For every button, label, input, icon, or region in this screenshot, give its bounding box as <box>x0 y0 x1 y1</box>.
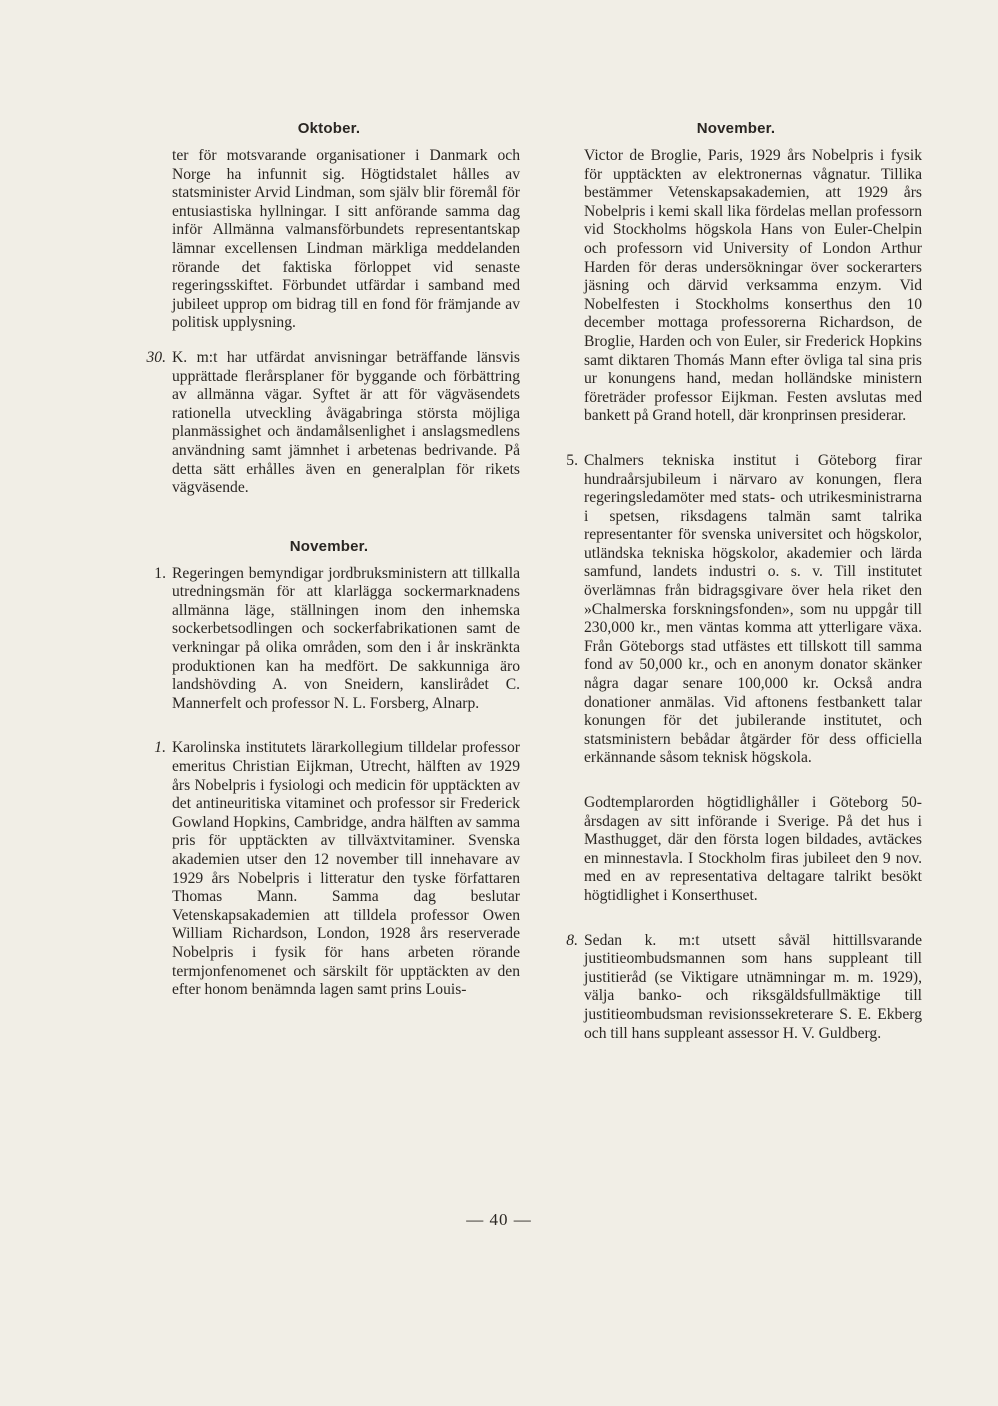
entry-date: 30. <box>146 348 166 366</box>
entry-godtemplar <box>550 794 922 906</box>
entry-1-sugar-inquiry <box>138 565 520 714</box>
entry-date: 8. <box>566 931 578 949</box>
left-column <box>138 120 520 1000</box>
entry-text: Karolinska institutets lärarkollegium tilldelar professor emeritus Christian Eijkman, Utrecht, hälften av 1929 års Nobelpris i fysiologi och medicin för upptäckten av det antineuritiska vitaminet och professor sir Frederick Gowland Hopkins, Cambridge, andra hälften av samma pris för upptäckten av tillväxtvitaminer. Svenska akademien utser den 12 november till innehavare av 1929 års Nobelpris i litteratur den tyske författaren Thomas Mann. Samma dag beslutar Vetenskapsakademien att tilldela professor Owen William Richardson, London, 1928 års reserverade Nobelpris i fysik för hans arbeten rörande termjonfenomenet och särskilt för upptäckten av den efter honom benämnda lagen samt prins Louis- <box>172 739 520 999</box>
entry-continued-nobel <box>550 147 922 426</box>
entry-8-ombudsman <box>550 932 922 1044</box>
entry-text: Sedan k. m:t utsett såväl hittillsvarande justitieombudsmannen som hans suppleant till justitieråd (se Viktigare utnämningar m. m. 1929), välja banko- och riksgäldsfullmäktige till justitieombudsman revisionssekreterare S. E. Ekberg och till hans suppleant assessor H. V. Guldberg. <box>584 931 922 1042</box>
entry-text: Chalmers tekniska institut i Göteborg firar hundraårsjubileum i närvaro av konungen, flera regeringsledamöter med stats- och utrikesministrarna i spetsen, riksdagens talmän samt talrika representanter för svenska universitet och högskolor, utländska tekniska högskolor, akademier och lärda samfund, landets industri o. s. v. Till institutet överlämnas från bidragsgivare över hela riket den »Chalmerska forskningsfonden», som nu uppgår till 230,000 kr., men väntas komma att ytterligare växa. Från Göteborgs stad utfästes ett tillskott till samma fond av 50,000 kr., och en anonym donator skänker några dagar senare 100,000 kr. Också andra donationer anmälas. Vid aftonens festbankett talar konungen för det jubilerande institutet, och statsministern bebådar åtgärder för dess officiella erkännande såsom teknisk högskola. <box>584 451 922 767</box>
entry-5-chalmers <box>550 452 922 768</box>
entry-continued-jubilee <box>138 147 520 333</box>
entry-text: Godtemplarorden högtidlighåller i Göteborg 50-årsdagen av sitt införande i Sverige. På det hus i Masthugget, där den första logen bildades, avtäckes en minnestavla. I Stockholm firas jubileet den 9 nov. med en av representativa deltagare talrikt besökt högtidlighet i Konserthuset. <box>584 794 922 904</box>
entry-text: K. m:t har utfärdat anvisningar beträffande länsvis upprättade flerårsplaner för byggande och förbättring av allmänna vägar. Syftet är att för vägväsendets rationella utveckling åvägabringa största möjliga planmässighet och ändamålsenlighet i anslagsmedlens användning samt jämnhet i arbetenas bedrivande. På detta sätt erhålles även en generalplan för rikets vägväsende. <box>172 348 520 497</box>
month-heading-november: November. <box>289 537 369 555</box>
entry-text: Victor de Broglie, Paris, 1929 års Nobelpris i fysik för upptäckten av elektronernas vågnatur. Tillika bestämmer Vetenskapsakademien, att 1929 års Nobelpris i kemi skall lika fördelas mellan professorn vid Stockholms högskola Hans von Euler-Chelpin och professorn vid University of London Arthur Harden för deras undersökningar över sockerarters jäsning och därvid verksamma enzym. Vid Nobelfesten i Stockholms konserthus den 10 december mottaga professorerna Richardson, de Broglie, Harden och von Euler, sir Frederick Hopkins samt diktaren Thomás Mann efter övliga tal sina pris ur konungens hand, medan holländske ministern företräder professor Eijkman. Festen avslutas med bankett på Grand hotell, där kronprinsen presiderar. <box>584 147 922 425</box>
entry-30-road-plans <box>138 349 520 498</box>
entry-date: 1. <box>154 564 166 582</box>
entry-1-nobel-prizes <box>138 739 520 999</box>
page-number: — 40 — <box>466 1210 532 1229</box>
month-heading-november-continued: November. <box>696 120 776 137</box>
right-column <box>550 120 922 1043</box>
entry-text: ter för motsvarande organisationer i Danmark och Norge ha infunnit sig. Högtidstalet hålles av statsminister Arvid Lindman, som själv blir föremål för entusiastiska hyllningar. I sitt anförande samma dag inför Allmänna valmansförbundets representantskap lämnar excellensen Lindman märkliga meddelanden rörande det faktiska förloppet vid senaste regeringsskiftet. Förbundet utfärdar i samband med jubileet upprop om bidrag till en fond för främjande av politisk upplysning. <box>172 147 520 332</box>
month-heading-october: Oktober. <box>297 120 361 137</box>
entry-date: 5. <box>566 451 578 469</box>
entry-date: 1. <box>154 739 166 757</box>
entry-text: Regeringen bemyndigar jordbruksministern att tillkalla utredningsmän för att klarlägga sockermarknadens allmänna läge, ställningen inom den inhemska sockerbetsodlingen och sockerfabrikationen samt de verkningar på olika områden, som den i år inskränkta produktionen kan ha medfört. De sakkunniga äro landshövding A. von Sneidern, kanslirådet C. Mannerfelt och professor N. L. Forsberg, Alnarp. <box>172 564 520 712</box>
